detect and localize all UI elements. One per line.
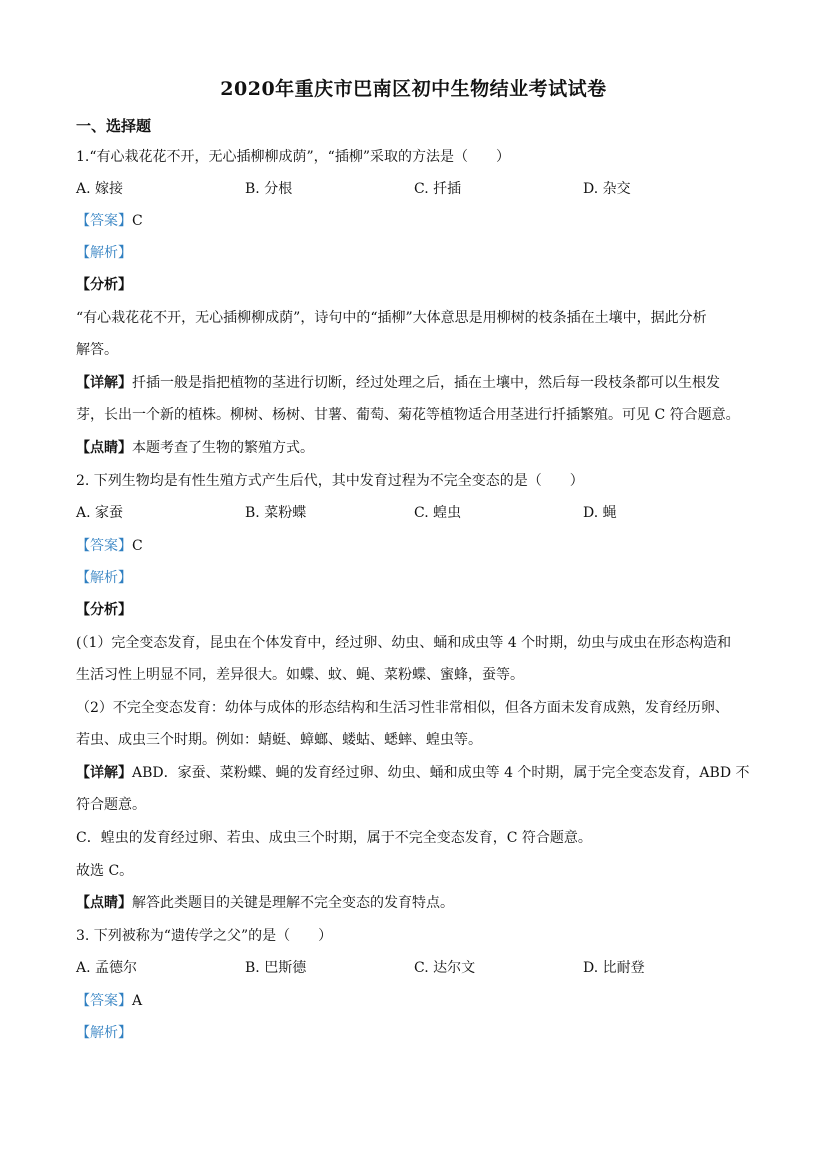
q1-fenxi-text: “有心栽花花不开，无心插柳柳成荫”，诗句中的“插柳”大体意思是用柳树的枝条插在土壤中，据此分析 [76,310,707,326]
q2-detail [76,763,756,783]
detail-text: ABD．家蚕、菜粉蝶、蝇的发育经过卵、幼虫、蛹和成虫等 4 个时期，属于完全变态发育，ABD 不 [132,765,750,781]
q2-fenxi-text-2: 生活习性上明显不同，差异很大。如蝶、蚊、蝇、菜粉蝶、蜜蜂，蚕等。 [76,667,524,683]
q2-detail-text-4: 故选 C。 [76,863,134,879]
q3-option-d: D. 比耐登 [583,960,645,976]
q2-detail-text-3: C．蝗虫的发育经过卵、若虫、成虫三个时期，属于不完全变态发育，C 符合题意。 [76,830,592,846]
q2-option-a: A. 家蚕 [76,505,124,521]
q1-option-c: C. 扦插 [414,181,462,197]
detail-label: 【详解】 [76,375,132,391]
q2-dianjing [76,893,756,913]
q2-options [76,503,756,523]
q1-analysis-label: 【解析】 [76,245,132,261]
q1-option-a: A. 嫁接 [76,181,124,197]
q3-option-a: A. 孟德尔 [76,960,138,976]
detail-text: 扦插一般是指把植物的茎进行切断，经过处理之后，插在土壤中，然后每一段枝条都可以生根发 [132,375,720,391]
dianjing-label: 【点睛】 [76,440,132,456]
q1-option-d: D. 杂交 [583,181,631,197]
dianjing-label: 【点睛】 [76,895,132,911]
answer-value: A [132,993,143,1009]
q1-detail-text-2: 芽，长出一个新的植株。柳树、杨树、甘薯、葡萄、菊花等植物适合用茎进行扦插繁殖。可见 C 符合题意。 [76,407,740,423]
dianjing-text: 本题考查了生物的繁殖方式。 [132,440,314,456]
q2-option-c: C. 蝗虫 [414,505,462,521]
q3-option-c: C. 达尔文 [414,960,476,976]
q1-fenxi-text-2: 解答。 [76,342,118,358]
q2-answer [76,536,756,556]
q2-analysis-label: 【解析】 [76,570,132,586]
q2-fenxi-label: 【分析】 [76,602,132,618]
q3-options [76,958,756,978]
q1-dianjing [76,438,756,458]
section-heading: 一、选择题 [76,117,152,135]
dianjing-text: 解答此类题目的关键是理解不完全变态的发育特点。 [132,895,454,911]
q1-stem: 1.“有心栽花花不开，无心插柳柳成荫”，“插柳”采取的方法是（ ） [76,149,510,165]
q1-option-b: B. 分根 [245,181,293,197]
q1-detail [76,373,756,393]
answer-label: 【答案】 [76,993,132,1009]
answer-value: C [132,538,143,554]
q2-stem: 2. 下列生物均是有性生殖方式产生后代，其中发育过程为不完全变态的是（ ） [76,473,584,489]
q2-fenxi-text-3: （2）不完全变态发育：幼体与成体的形态结构和生活习性非常相似，但各方面未发育成熟，发育经历卵、 [76,700,729,716]
q1-answer [76,211,756,231]
q3-option-b: B. 巴斯德 [245,960,307,976]
detail-label: 【详解】 [76,765,132,781]
q1-fenxi-label: 【分析】 [76,277,132,293]
answer-label: 【答案】 [76,213,132,229]
q3-answer [76,991,756,1011]
q1-options [76,179,756,199]
page-title: 2020年重庆市巴南区初中生物结业考试试卷 [220,78,607,100]
q2-option-d: D. 蝇 [583,505,617,521]
q2-option-b: B. 菜粉蝶 [245,505,307,521]
q3-stem: 3. 下列被称为“遗传学之父”的是（ ） [76,928,333,944]
answer-label: 【答案】 [76,538,132,554]
answer-value: C [132,213,143,229]
q2-detail-text-2: 符合题意。 [76,797,146,813]
q2-fenxi-text: (（1）完全变态发育，昆虫在个体发育中，经过卵、幼虫、蛹和成虫等 4 个时期，幼虫与成虫在形态构造和 [76,635,732,651]
q2-fenxi-text-4: 若虫、成虫三个时期。例如：蜻蜓、蟑螂、蝼蛄、蟋蟀、蝗虫等。 [76,732,482,748]
q3-analysis-label: 【解析】 [76,1025,132,1041]
